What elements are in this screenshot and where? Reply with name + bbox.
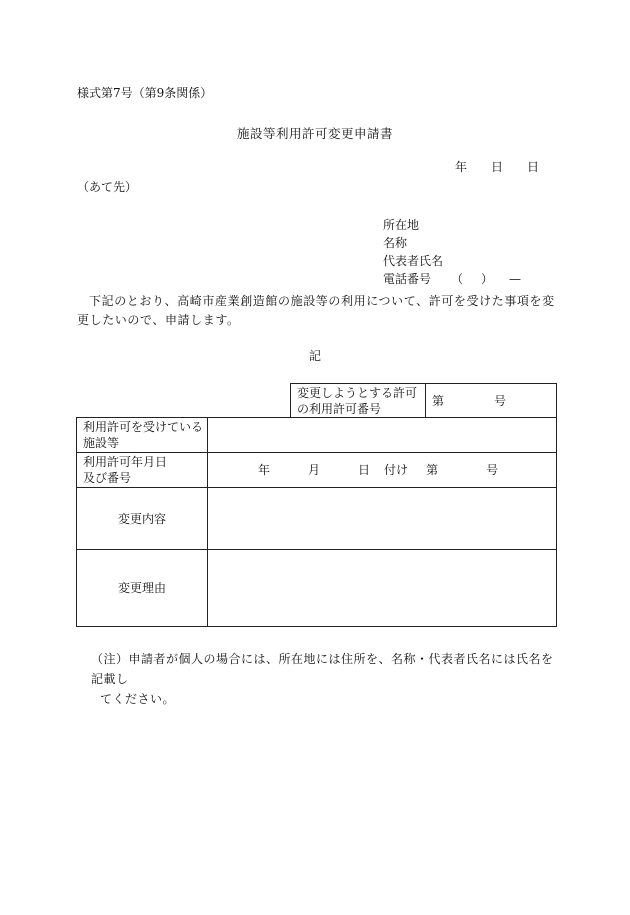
note-line-2: てください。	[100, 692, 176, 706]
change-content-label: 変更内容	[77, 488, 208, 550]
permit-number-label: 変更しようとする許可 の利用許可番号	[291, 384, 426, 418]
phone-close-paren: ）	[481, 272, 494, 286]
permit-date-dai: 第	[426, 463, 439, 477]
applicant-block	[383, 216, 521, 288]
page-title: 施設等利用許可変更申請書	[236, 126, 393, 141]
permit-date-row	[77, 453, 557, 488]
phone-dash: —	[509, 272, 522, 286]
name-label: 名称	[383, 236, 408, 250]
date-day-label: 日	[527, 160, 540, 174]
permit-date-field[interactable]	[208, 453, 557, 488]
change-reason-label: 変更理由	[77, 550, 208, 627]
permit-number-dai: 第	[432, 393, 445, 408]
date-year-label: 年	[455, 160, 468, 174]
representative-label: 代表者氏名	[383, 254, 444, 268]
ki-heading: 記	[308, 349, 321, 363]
permit-date-tsuke: 付け	[384, 463, 409, 477]
change-content-row	[77, 488, 557, 550]
change-content-field[interactable]	[208, 488, 557, 550]
date-month-label: 日	[491, 160, 504, 174]
note	[91, 649, 556, 709]
permit-date-day: 日	[358, 463, 371, 477]
phone-row	[383, 270, 521, 288]
phone-open-paren: （	[451, 272, 464, 286]
form-number: 様式第7号（第9条関係）	[77, 86, 213, 100]
permit-date-year: 年	[258, 463, 271, 477]
permit-number-row	[77, 384, 557, 418]
body-text: 下記のとおり、高崎市産業創造館の施設等の利用について、許可を受けた事項を変更したいので、申請します。	[77, 294, 555, 327]
facility-field[interactable]	[208, 418, 557, 453]
note-line-1: （注）申請者が個人の場合には、所在地には住所を、名称・代表者氏名には氏名を記載し	[91, 652, 554, 686]
address-label: 所在地	[383, 218, 420, 232]
permit-date-go: 号	[486, 463, 499, 477]
phone-label: 電話番号	[383, 272, 432, 286]
permit-date-label: 利用許可年月日 及び番号	[77, 453, 208, 488]
permit-number-go: 号	[494, 393, 507, 408]
change-reason-row	[77, 550, 557, 627]
change-reason-field[interactable]	[208, 550, 557, 627]
addressee-label: （あて先）	[77, 180, 138, 194]
date-line	[455, 160, 539, 174]
permit-number-field[interactable]	[426, 384, 557, 418]
application-table	[76, 383, 557, 627]
facility-label: 利用許可を受けている 施設等	[77, 418, 208, 453]
permit-date-month: 月	[308, 463, 321, 477]
facility-row	[77, 418, 557, 453]
